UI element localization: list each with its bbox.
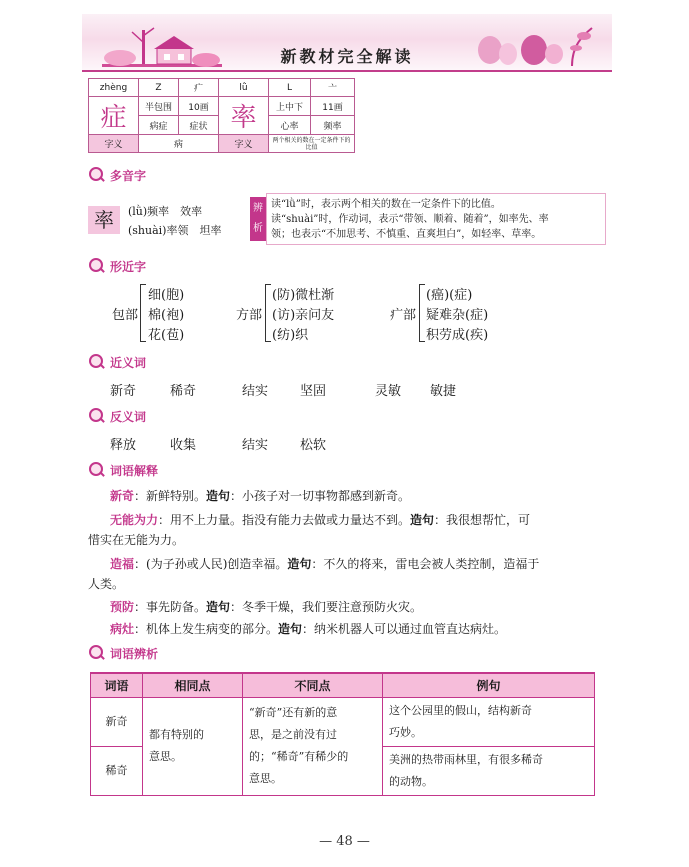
example-line: 美洲的热带雨林里，有很多稀奇 [389, 752, 543, 766]
group-label: 方部 [236, 308, 263, 323]
section-explanation [88, 460, 158, 480]
similar-word: 细(胞) [148, 288, 185, 303]
definition: ：新鲜特别。 [134, 489, 207, 503]
section-title: 词语辨析 [110, 646, 159, 661]
explanation-cont: 人类。 [88, 577, 125, 591]
reading-lu: (lǜ)频率 效率 [128, 205, 203, 218]
meaning-cell: 病 [139, 135, 219, 153]
word-cell: 心率 [269, 116, 311, 135]
magnifier-icon [88, 407, 106, 425]
section-synonyms [88, 352, 146, 372]
sentence-label: 造句 [278, 622, 303, 636]
same-cell [143, 697, 243, 795]
diff-cell [243, 697, 383, 795]
similar-word: 积劳成(疾) [426, 328, 489, 343]
explanation-entry [110, 511, 530, 528]
meaning-label: 字义 [89, 135, 139, 153]
section-title: 多音字 [110, 168, 147, 183]
column-header: 不同点 [243, 673, 383, 697]
character-cell: 率 [219, 97, 269, 135]
strokes-cell: 11画 [311, 97, 355, 116]
section-polyphonic [88, 165, 146, 185]
radical-cell: 亠 [311, 79, 355, 97]
brace-icon [265, 284, 271, 342]
section-similar [88, 256, 146, 276]
initial-cell: Z [139, 79, 179, 97]
magnifier-icon [88, 644, 106, 662]
character-table [88, 78, 355, 153]
term: 病灶 [110, 622, 135, 636]
polyphonic-char: 率 [88, 206, 120, 234]
sentence: ：我很想帮忙，可 [434, 513, 531, 527]
meaning-cell: 两个相关的数在一定条件下的比值 [269, 135, 355, 153]
analysis-box [266, 193, 606, 245]
section-title: 形近字 [110, 259, 147, 274]
same-line: 都有特别的 [149, 728, 204, 741]
column-header: 词语 [91, 673, 143, 697]
meaning-label: 字义 [219, 135, 269, 153]
similar-word: 花(苞) [148, 328, 185, 343]
character-cell: 症 [89, 97, 139, 135]
synonym-word: 灵敏 [375, 384, 402, 399]
reading-shuai: (shuài)率领 坦率 [128, 224, 222, 237]
brace-icon [419, 284, 425, 342]
diff-line: 的；“稀奇”有稀少的 [249, 750, 349, 763]
example-line: 的动物。 [389, 774, 433, 788]
word-cell: 新奇 [91, 697, 143, 746]
definition: ：用不上力量。指没有能力去做或力量达不到。 [158, 513, 411, 527]
analysis-line: 读“shuài”时，作动词，表示“带领、顺着、随着”，如率先、率 [271, 214, 549, 225]
diff-line: 思，是之前没有过 [249, 728, 337, 741]
magnifier-icon [88, 257, 106, 275]
example-line: 这个公园里的假山，结构新奇 [389, 703, 532, 717]
term: 无能为力 [110, 513, 159, 527]
same-line: 意思。 [149, 750, 182, 763]
section-antonyms [88, 406, 146, 426]
radical-cell: 疒 [179, 79, 219, 97]
diff-line: “新奇”还有新的意 [249, 706, 338, 719]
sentence: ：冬季干燥，我们要注意预防火灾。 [230, 600, 423, 614]
term: 新奇 [110, 489, 135, 503]
antonym-word: 释放 [110, 438, 137, 453]
pinyin-cell: zhèng [89, 79, 139, 97]
example-cell [383, 697, 595, 746]
section-title: 反义词 [110, 409, 147, 424]
synonym-word: 敏捷 [430, 384, 457, 399]
magnifier-icon [88, 166, 106, 184]
analysis-line: 领；也表示“不加思考、不慎重、直爽坦白”，如轻率、草率。 [271, 229, 542, 240]
section-title: 词语解释 [110, 463, 159, 478]
definition: ：(为子孙或人民)创造幸福。 [134, 557, 288, 571]
synonym-word: 结实 [242, 384, 269, 399]
magnifier-icon [88, 461, 106, 479]
page-number: — 48 — [319, 834, 370, 849]
antonym-word: 松软 [300, 438, 327, 453]
explanation-cont: 惜实在无能为力。 [88, 533, 185, 547]
section-title: 近义词 [110, 355, 147, 370]
term: 预防 [110, 600, 135, 614]
sentence-label: 造句 [287, 557, 312, 571]
synonym-word: 稀奇 [170, 384, 197, 399]
header-title: 新教材完全解读 [280, 47, 414, 66]
definition: ：事先防备。 [134, 600, 207, 614]
structure-cell: 半包围 [139, 97, 179, 116]
group-label: 包部 [112, 308, 139, 323]
word-cell: 频率 [311, 116, 355, 135]
synonym-word: 新奇 [110, 384, 137, 399]
section-analysis [88, 643, 158, 663]
similar-word: (防)微杜渐 [272, 288, 335, 303]
sentence: ：不久的将来，雷电会被人类控制，造福于 [311, 557, 540, 571]
similar-word: (癌)(症) [426, 288, 473, 303]
sentence: ：纳米机器人可以通过血管直达病灶。 [302, 622, 507, 636]
explanation-entry [110, 620, 506, 637]
definition: ：机体上发生病变的部分。 [134, 622, 279, 636]
column-header: 相同点 [143, 673, 243, 697]
sentence: ：小孩子对一切事物都感到新奇。 [230, 489, 411, 503]
antonym-word: 结实 [242, 438, 269, 453]
synonym-word: 坚固 [300, 384, 327, 399]
initial-cell: L [269, 79, 311, 97]
explanation-entry [110, 598, 422, 615]
word-cell: 病症 [139, 116, 179, 135]
diff-line: 意思。 [249, 772, 282, 785]
analysis-tag: 辨析 [250, 197, 266, 241]
example-cell [383, 746, 595, 795]
header-banner [82, 14, 612, 72]
brace-icon [140, 284, 146, 342]
similar-word: (纺)织 [272, 328, 309, 343]
sentence-label: 造句 [206, 489, 231, 503]
magnifier-icon [88, 353, 106, 371]
similar-word: 棉(袍) [148, 308, 185, 323]
example-line: 巧妙。 [389, 725, 422, 739]
similar-word: (访)亲问友 [272, 308, 335, 323]
group-label: 疒部 [390, 308, 417, 323]
strokes-cell: 10画 [179, 97, 219, 116]
structure-cell: 上中下 [269, 97, 311, 116]
comparison-table [90, 672, 595, 796]
explanation-entry [110, 555, 539, 572]
column-header: 例句 [383, 673, 595, 697]
pinyin-cell: lǜ [219, 79, 269, 97]
similar-word: 疑难杂(症) [426, 308, 489, 323]
word-cell: 症状 [179, 116, 219, 135]
sentence-label: 造句 [410, 513, 435, 527]
antonym-word: 收集 [170, 438, 197, 453]
explanation-entry [110, 487, 410, 504]
analysis-line: 读“lǜ”时，表示两个相关的数在一定条件下的比值。 [271, 199, 501, 210]
term: 造福 [110, 557, 135, 571]
word-cell: 稀奇 [91, 746, 143, 795]
sentence-label: 造句 [206, 600, 231, 614]
